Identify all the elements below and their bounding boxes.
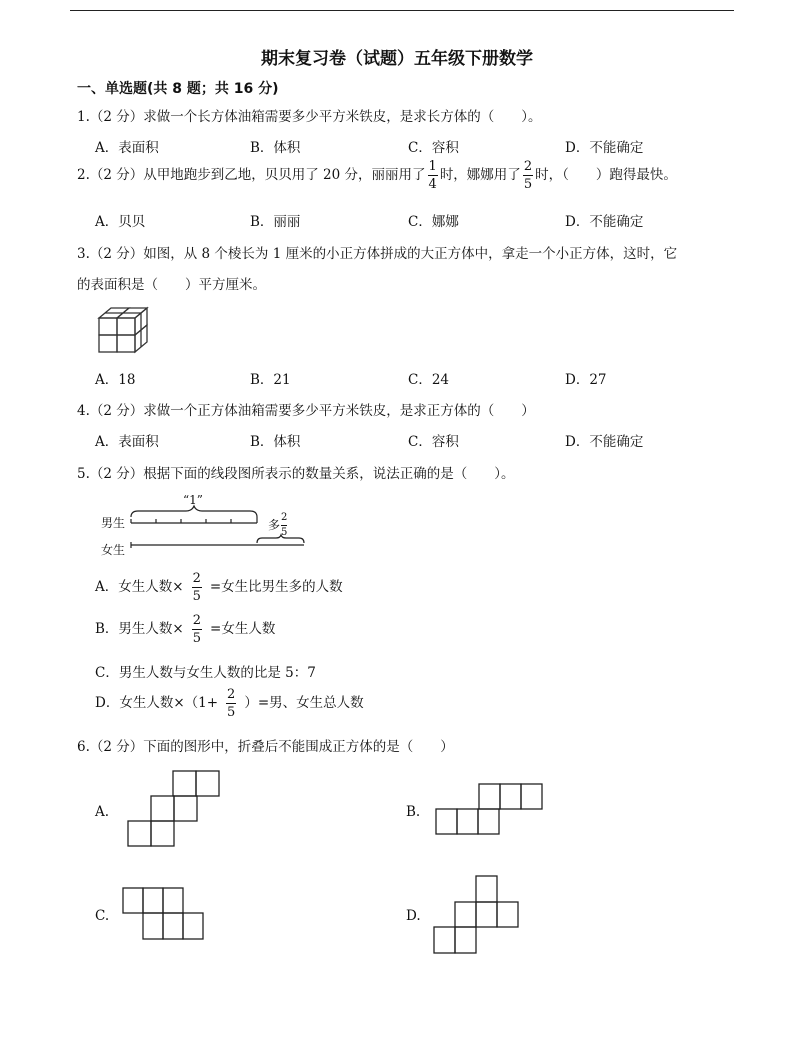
q2-text-3: 时，（ ）跑得最快。 — [535, 167, 677, 183]
question-3-line-1: 3.（2 分）如图，从 8 个棱长为 1 厘米的小正方体拼成的大正方体中，拿走一个小正方体，这时，它 — [77, 246, 678, 262]
q6-label-d[interactable]: D. — [406, 908, 421, 924]
net-b[interactable] — [434, 783, 544, 837]
q2-option-d[interactable]: D．不能确定 — [565, 214, 644, 230]
girls-label: 女生 — [101, 543, 126, 557]
question-4: 4.（2 分）求做一个正方体油箱需要多少平方米铁皮，是求正方体的（ ） — [77, 403, 535, 419]
q4-option-b[interactable]: B．体积 — [250, 434, 301, 450]
q4-option-c[interactable]: C．容积 — [408, 434, 459, 450]
q5-option-c[interactable]: C．男生人数与女生人数的比是 5：7 — [95, 665, 316, 681]
page-title: 期末复习卷（试题）五年级下册数学 — [261, 49, 533, 69]
q2-fraction-2: $\frac{2}{5}$ — [523, 159, 533, 192]
question-5: 5.（2 分）根据下面的线段图所表示的数量关系，说法正确的是（ ）。 — [77, 466, 515, 482]
more-label: 多 $\frac{2}{5}$ — [268, 512, 288, 538]
question-2 — [77, 160, 677, 191]
q2-text-1: 2.（2 分）从甲地跑步到乙地，贝贝用了 20 分，丽丽用了 — [77, 167, 426, 183]
q1-option-c[interactable]: C．容积 — [408, 140, 459, 156]
question-6: 6.（2 分）下面的图形中，折叠后不能围成正方体的是（ ） — [77, 739, 454, 755]
question-3-line-2: 的表面积是（ ）平方厘米。 — [77, 277, 266, 293]
q2-fraction-1: $\frac{1}{4}$ — [428, 159, 437, 192]
q1-option-d[interactable]: D．不能确定 — [565, 140, 644, 156]
top-rule — [70, 10, 734, 11]
net-a[interactable] — [127, 770, 223, 850]
question-1: 1.（2 分）求做一个长方体油箱需要多少平方米铁皮，是求长方体的（ ）。 — [77, 109, 542, 125]
q2-text-2: 时，娜娜用了 — [439, 167, 521, 183]
q3-option-d[interactable]: D．27 — [565, 372, 607, 388]
q3-option-b[interactable]: B．21 — [250, 372, 291, 388]
unit-one-label: “1” — [183, 493, 203, 507]
q1-option-a[interactable]: A．表面积 — [95, 140, 159, 156]
q5-option-b[interactable]: B．男生人数× $\frac{2}{5}$ =女生人数 — [95, 613, 276, 646]
q4-option-a[interactable]: A．表面积 — [95, 434, 159, 450]
net-c[interactable] — [121, 886, 207, 942]
q4-option-d[interactable]: D．不能确定 — [565, 434, 644, 450]
q6-label-a[interactable]: A. — [95, 804, 110, 820]
q2-option-b[interactable]: B．丽丽 — [250, 214, 301, 230]
q5-option-d[interactable]: D．女生人数×（1+ $\frac{2}{5}$ ）=男、女生总人数 — [95, 687, 364, 720]
q6-label-c[interactable]: C. — [95, 908, 110, 924]
q5-option-a[interactable]: A．女生人数× $\frac{2}{5}$ =女生比男生多的人数 — [95, 571, 343, 604]
net-d[interactable] — [433, 875, 525, 955]
q3-option-a[interactable]: A．18 — [95, 372, 136, 388]
q1-option-b[interactable]: B．体积 — [250, 140, 301, 156]
boys-label: 男生 — [101, 516, 126, 530]
q2-option-c[interactable]: C．娜娜 — [408, 214, 459, 230]
section-heading: 一、单选题(共 8 题；共 16 分) — [77, 81, 279, 97]
cube-figure — [98, 305, 150, 355]
segment-diagram — [128, 505, 308, 550]
q3-option-c[interactable]: C．24 — [408, 372, 450, 388]
q2-option-a[interactable]: A．贝贝 — [95, 214, 146, 230]
q6-label-b[interactable]: B. — [406, 804, 421, 820]
